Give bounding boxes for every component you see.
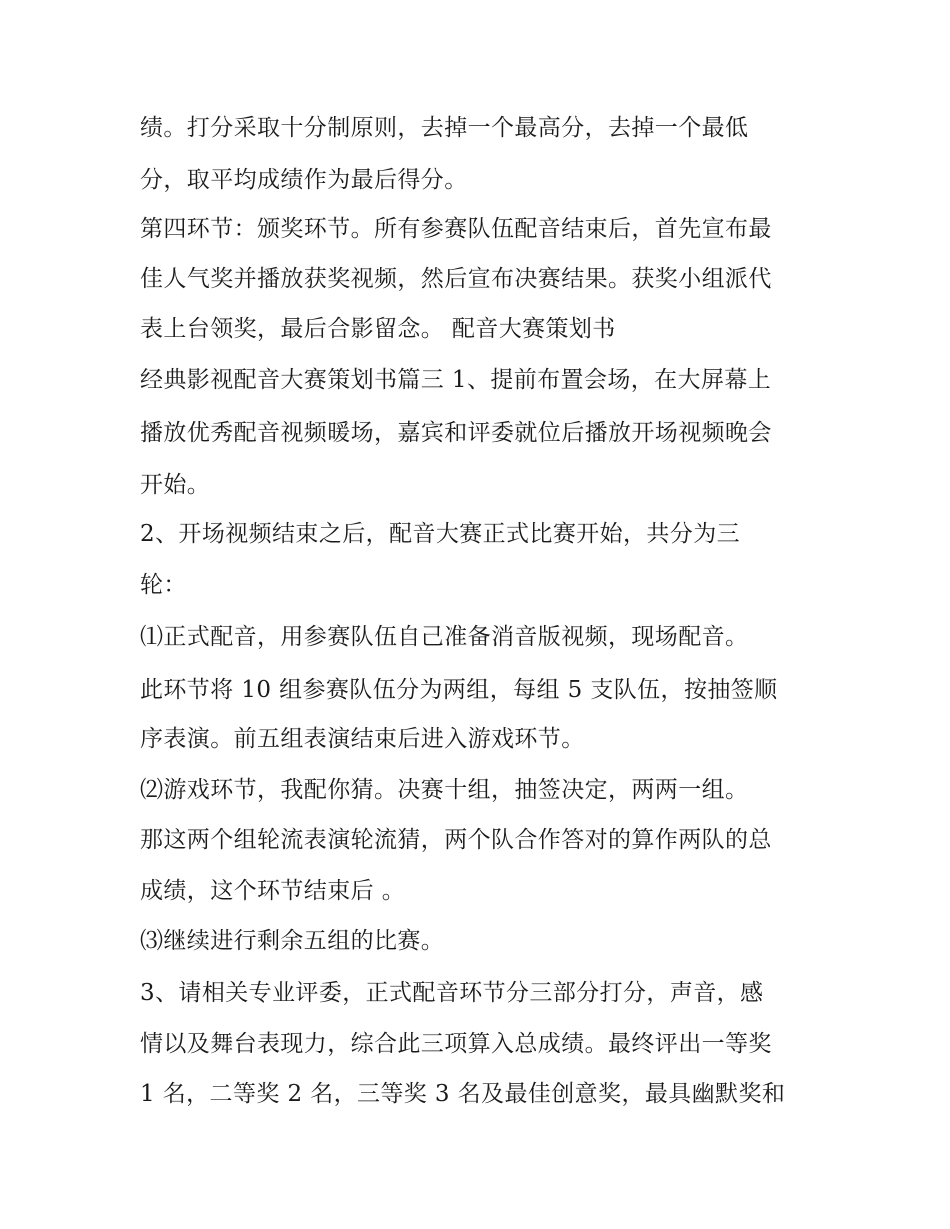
text-line: 开始。 — [140, 472, 211, 498]
text-line: 3、请相关专业评委，正式配音环节分三部分打分，声音，感 — [140, 980, 764, 1006]
text-line: 2、开场视频结束之后，配音大赛正式比赛开始，共分为三 — [140, 521, 741, 547]
text-line: ⑵游戏环节，我配你猜。决赛十组，抽签决定，两两一组。 — [140, 777, 749, 803]
text-line: 经典影视配音大赛策划书篇三 1、提前布置会场，在大屏幕上 — [140, 367, 772, 393]
text-line: 第四环节：颁奖环节。所有参赛队伍配音结束后，首先宣布最 — [140, 216, 772, 242]
text-line: ⑴正式配音，用参赛队伍自己准备消音版视频，现场配音。 — [140, 624, 749, 650]
text-line: 序表演。前五组表演结束后进入游戏环节。 — [140, 726, 585, 752]
text-line: 情以及舞台表现力，综合此三项算入总成绩。最终评出一等奖 — [140, 1031, 772, 1057]
text-line: 此环节将 10 组参赛队伍分为两组，每组 5 支队伍，按抽签顺 — [140, 677, 778, 703]
text-line: 佳人气奖并播放获奖视频，然后宣布决赛结果。获奖小组派代 — [140, 266, 772, 292]
text-line: 1 名，二等奖 2 名，三等奖 3 名及最佳创意奖，最具幽默奖和 — [140, 1081, 786, 1107]
text-line: 绩。打分采取十分制原则，去掉一个最高分，去掉一个最低 — [140, 115, 749, 141]
text-line: 轮： — [140, 572, 187, 598]
text-line: 分，取平均成绩作为最后得分。 — [140, 167, 468, 193]
text-line: ⑶继续进行剩余五组的比赛。 — [140, 928, 445, 954]
text-line: 那这两个组轮流表演轮流猜，两个队合作答对的算作两队的总 — [140, 827, 772, 853]
text-line: 播放优秀配音视频暖场，嘉宾和评委就位后播放开场视频晚会 — [140, 420, 772, 446]
text-line: 表上台领奖，最后合影留念。 配音大赛策划书 — [140, 316, 616, 342]
text-line: 成绩，这个环节结束后 。 — [140, 878, 406, 904]
